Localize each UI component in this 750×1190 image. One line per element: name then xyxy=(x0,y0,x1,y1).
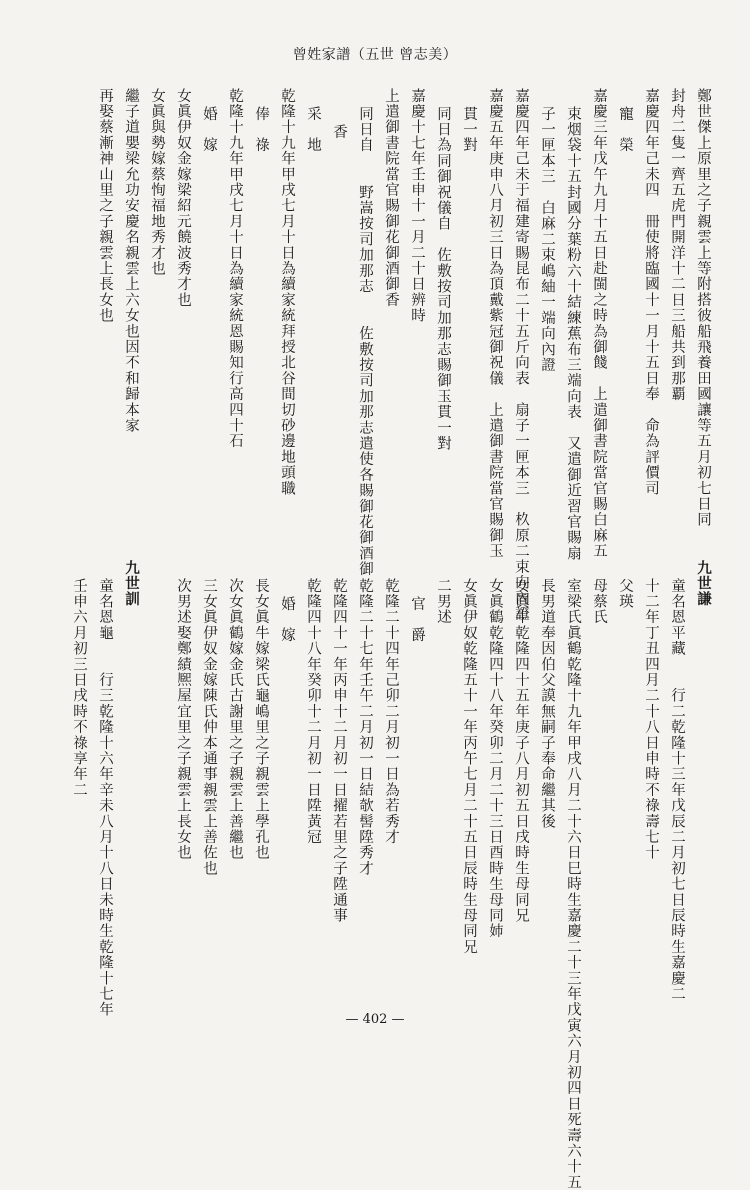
text-column: 封舟二隻一齊五虎門開洋十二日三船共到那覇 xyxy=(669,88,685,402)
text-column: 嘉慶四年己未四 冊使將臨國十一月十五日奉 命為評價司 xyxy=(643,88,659,497)
section-heading: 九世訓 xyxy=(123,560,140,608)
text-column: 母蔡氏 xyxy=(591,578,607,626)
text-column: 嘉慶十七年壬申十一月二十日辨時 xyxy=(409,88,425,324)
text-column: 壬申六月初三日戌時不祿享年二 xyxy=(71,578,87,798)
text-column: 女眞鶴乾隆四十八年癸卯二月二十三日酉時生母同姉 xyxy=(487,578,503,940)
text-column: 嘉慶三年戊午九月十五日赴閩之時為御餞 上遣御書院當官賜白麻五 xyxy=(591,88,607,559)
text-column: 同日自 野嵩按司加那志 佐敷按司加那志遣使各賜御花御酒御 xyxy=(357,106,373,577)
text-column: 長女眞牛嫁梁氏龜嶋里之子親雲上學孔也 xyxy=(253,578,269,861)
text-column: 女眞伊奴金嫁梁紹元饒波秀才也 xyxy=(175,88,191,308)
text-column: 乾隆十九年甲戌七月十日為續家統拜授北谷間切砂邊地頭職 xyxy=(279,88,295,497)
text-column: 嘉慶五年庚申八月初三日為頂戴紫冠御祝儀 上遣御書院當官賜御玉 xyxy=(487,88,503,559)
section-heading: 九世謙 xyxy=(695,560,712,608)
text-column: 子一匣本三 白麻二束嶋紬一端向內證 xyxy=(539,106,555,373)
text-column: 乾隆二十四年己卯二月初一日為若秀才 xyxy=(383,578,399,845)
text-column: 貫一對 xyxy=(461,106,477,154)
text-column: 再娶蔡漸神山里之子親雲上長女也 xyxy=(97,88,113,324)
text-column: 乾隆十九年甲戌七月十日為續家統恩賜知行高四十石 xyxy=(227,88,243,450)
text-column: 女眞伊奴乾隆五十一年丙午七月二十五日辰時生母同兄 xyxy=(461,578,477,955)
text-column: 乾隆四十一年丙申十二月初一日擢若里之子陞通事 xyxy=(331,578,347,924)
text-column: 繼子道嬰梁允功安慶名親雲上六女也因不和歸本家 xyxy=(123,88,139,434)
text-column: 上遣御書院當官賜御花御酒御香 xyxy=(383,88,399,308)
text-column: 女眞與勢嫁蔡恂福地秀才也 xyxy=(149,88,165,277)
text-column: 二男述 xyxy=(435,578,451,626)
text-column: 官 爵 xyxy=(409,596,425,644)
text-column: 嘉慶四年己未于福建寄賜昆布二十五斤向表 扇子一匣本三 杦原二束向內證 xyxy=(513,88,529,622)
text-column: 長男道奉因伯父謨無嗣子奉命繼其後 xyxy=(539,578,555,830)
text-column: 三女眞伊奴金嫁陳氏仲本通事親雲上善佐也 xyxy=(201,578,217,877)
text-column: 乾隆二十七年壬午二月初一日結欹髻陞秀才 xyxy=(357,578,373,877)
text-column: 十二年丁丑四月二十八日申時不祿壽七十 xyxy=(643,578,659,861)
text-column: 鄭世傑上原里之子親雲上等附搭彼船飛養田國讓等五月初七日同 xyxy=(695,88,711,528)
text-column: 婚 嫁 xyxy=(201,106,217,154)
page-number: — 402 — xyxy=(345,1012,405,1027)
text-column: 婚 嫁 xyxy=(279,596,295,644)
text-column: 次女眞鶴嫁金氏古謝里之子親雲上善繼也 xyxy=(227,578,243,861)
text-column: 女眞牛乾隆四十五年庚子八月初五日戌時生母同兄 xyxy=(513,578,529,924)
text-column: 束烟袋十五封國分葉粉六十結練蕉布三端向表 又遣御近習官賜扇 xyxy=(565,106,581,562)
text-column: 乾隆四十八年癸卯十二月初一日陞黃冠 xyxy=(305,578,321,845)
text-column: 同日為同御祝儀自 佐敷按司加那志賜御玉貫一對 xyxy=(435,106,451,452)
text-column: 父瑛 xyxy=(617,578,633,610)
text-column: 香 xyxy=(331,124,347,140)
text-column: 采 地 xyxy=(305,106,321,154)
text-column xyxy=(148,560,166,1000)
running-header: 曾姓家譜（五世 曾志美） xyxy=(292,47,458,63)
text-column: 俸 祿 xyxy=(253,106,269,154)
text-column: 童名恩平藏 行二乾隆十三年戊辰二月初七日辰時生嘉慶二 xyxy=(669,578,685,1002)
text-column: 次男述娶鄭績熈屋宜里之子親雲上長女也 xyxy=(175,578,191,861)
text-column: 寵 榮 xyxy=(617,106,633,154)
text-column: 室梁氏眞鶴乾隆十九年甲戌八月二十六日巳時生嘉慶二十三年戊寅六月初四日死壽六十五 xyxy=(565,578,581,1190)
text-column: 童名恩龜 行三乾隆十六年辛未八月十八日未時生乾隆十七年 xyxy=(97,578,113,1018)
